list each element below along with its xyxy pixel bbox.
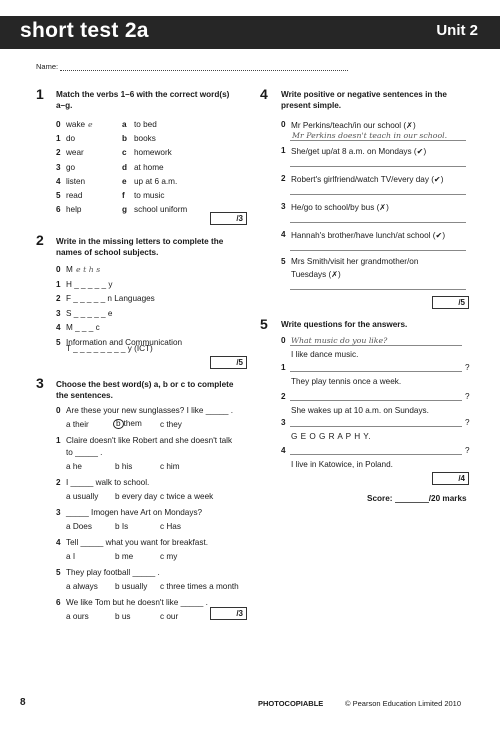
q3-item-number: 6 xyxy=(56,598,61,607)
q1-right-letter: g xyxy=(122,205,128,215)
q1-number: 1 xyxy=(36,86,44,102)
q4-item-number: 4 xyxy=(281,230,286,239)
q3-title xyxy=(56,380,233,401)
q2-item-number: 3 xyxy=(56,308,61,318)
q5-question-line[interactable] xyxy=(290,371,462,372)
q1-left-number: 5 xyxy=(56,191,61,200)
q5-answer-text: G E O G R A P H Y. xyxy=(291,432,371,441)
q5-answer-text: They play tennis once a week. xyxy=(291,377,402,386)
q1-right-word: up at 6 a.m. xyxy=(134,176,178,186)
q4-number: 4 xyxy=(260,86,268,102)
q4-answer-line[interactable] xyxy=(290,166,466,167)
q2-item5-line2: T _ _ _ _ _ _ _ _ y (ICT) xyxy=(66,344,153,353)
q3-item-question: Tell _____ what you want for breakfast. xyxy=(66,538,208,547)
q2-item-text[interactable]: F _ _ _ _ _ n Languages xyxy=(66,294,155,303)
unit-label: Unit 2 xyxy=(436,22,478,39)
q2-item-number: 2 xyxy=(56,294,61,303)
q4-score-box[interactable]: /5 xyxy=(432,296,469,309)
q2-title xyxy=(56,237,223,258)
q4-item-prompt: He/go to school/by bus (✗) xyxy=(291,203,389,212)
q2-item-text[interactable]: S _ _ _ _ _ e xyxy=(66,308,113,318)
q1-right-word: homework xyxy=(134,148,172,158)
q4-item-number: 2 xyxy=(281,174,286,183)
q4-item-prompt: She/get up/at 8 a.m. on Mondays (✔) xyxy=(291,147,427,156)
q4-item-prompt: Hannah's brother/have lunch/at school (✔) xyxy=(291,231,446,240)
q4-item-number: 1 xyxy=(281,146,286,155)
q1-right-letter: b xyxy=(122,134,128,144)
q1-title xyxy=(56,90,229,111)
q3-item-question: _____ Imogen have Art on Mondays? xyxy=(66,508,203,517)
q1-left-number: 2 xyxy=(56,148,61,158)
q4-item-number: 3 xyxy=(281,202,286,211)
q1-left-verb: help xyxy=(66,205,82,215)
q5-question-line[interactable] xyxy=(290,400,462,401)
q1-left-verb: wear xyxy=(66,148,84,158)
q5-question-mark: ? xyxy=(465,446,470,455)
q3-option-b[interactable]: b Is xyxy=(115,521,129,531)
q5-question-mark: ? xyxy=(465,363,470,372)
q1-left-number: 3 xyxy=(56,162,61,172)
q3-option-b[interactable] xyxy=(113,419,142,429)
q5-item-number: 3 xyxy=(281,418,286,427)
q1-right-word: to bed xyxy=(134,120,157,129)
q3-item-question: We like Tom but he doesn't like _____ . xyxy=(66,598,208,607)
q3-option-b[interactable]: b every day xyxy=(115,491,158,501)
q4-answer-line[interactable] xyxy=(290,140,466,141)
q4-title-line2: present simple. xyxy=(281,100,342,110)
q2-title-line2: names of school subjects. xyxy=(56,247,159,257)
q3-option-a[interactable]: a Does xyxy=(66,521,92,531)
q2-number: 2 xyxy=(36,232,44,248)
q3-option-c[interactable]: c they xyxy=(160,419,182,429)
q3-option-a[interactable]: a always xyxy=(66,581,98,591)
q4-example-answer: Mr Perkins doesn't teach in our school. xyxy=(292,131,448,140)
q3-option-c[interactable]: c my xyxy=(160,551,178,561)
q3-option-a[interactable]: a I xyxy=(66,551,76,561)
q3-circled-answer[interactable]: b xyxy=(113,419,124,429)
name-label: Name: xyxy=(36,62,59,71)
total-score-label: Score: xyxy=(367,494,393,503)
q3-option-c[interactable]: c him xyxy=(160,461,180,471)
q3-option-a[interactable]: a he xyxy=(66,461,82,471)
q5-question-line[interactable] xyxy=(290,345,462,346)
q1-score-box[interactable]: /3 xyxy=(210,212,247,225)
q3-score-box[interactable]: /3 xyxy=(210,607,247,620)
q1-left-number: 0 xyxy=(56,120,61,129)
q3-option-a[interactable]: a their xyxy=(66,419,89,429)
q3-option-a[interactable]: a ours xyxy=(66,611,89,621)
photocopiable-label: PHOTOCOPIABLE xyxy=(258,699,324,708)
q1-right-letter: f xyxy=(122,191,125,200)
q1-right-letter: c xyxy=(122,148,127,158)
q1-right-word: at home xyxy=(134,162,164,172)
q1-title-line1: Match the verbs 1–6 with the correct word(s) xyxy=(56,90,230,99)
q1-title-line2: a–g. xyxy=(56,100,73,110)
q3-option-b[interactable]: b his xyxy=(115,461,133,471)
q3-option-c[interactable]: c our xyxy=(160,611,179,621)
q5-number: 5 xyxy=(260,316,268,332)
q4-answer-line[interactable] xyxy=(290,194,466,195)
q3-item-number: 4 xyxy=(56,538,61,547)
q4-title-line1: Write positive or negative sentences in the xyxy=(281,90,447,99)
q3-item-number: 1 xyxy=(56,436,61,445)
page-number: 8 xyxy=(20,697,26,708)
q4-item-number: 5 xyxy=(281,257,286,266)
q3-option-c[interactable]: c twice a week xyxy=(160,491,214,501)
q5-question-mark: ? xyxy=(465,418,470,427)
q2-item-number: 5 xyxy=(56,337,61,347)
q4-item-prompt-cont: Tuesdays (✗) xyxy=(291,270,341,279)
q3-option-b[interactable]: b me xyxy=(115,551,134,561)
q1-left-verb: listen xyxy=(66,176,86,186)
q3-option-a[interactable]: a usually xyxy=(66,491,99,501)
q3-item-question: Claire doesn't like Robert and she doesn't talk xyxy=(66,436,233,445)
q3-item-question: Are these your new sunglasses? I like _____ . xyxy=(66,406,234,415)
test-title: short test 2a xyxy=(20,19,149,42)
q3-item-number: 5 xyxy=(56,568,61,577)
q1-left-verb: wake xyxy=(66,120,86,129)
q2-title-line1: Write in the missing letters to complete the xyxy=(56,237,224,246)
q3-option-c[interactable]: c Has xyxy=(160,521,181,531)
copyright-text: © Pearson Education Limited 2010 xyxy=(345,699,462,708)
q4-answer-line[interactable] xyxy=(290,222,466,223)
q3-option-b[interactable]: b usually xyxy=(115,581,148,591)
q1-right-word: books xyxy=(134,134,156,144)
q2-item-text[interactable]: H _ _ _ _ _ y xyxy=(66,279,113,289)
q4-item-prompt: Robert's girlfriend/watch TV/every day (✔) xyxy=(291,175,444,184)
total-score-blank[interactable] xyxy=(395,495,429,503)
q1-right-letter: e xyxy=(122,176,127,186)
q5-item-number: 1 xyxy=(281,363,286,372)
name-line[interactable] xyxy=(60,63,348,71)
q3-option-c[interactable]: c three times a month xyxy=(160,581,239,591)
q2-item-number: 1 xyxy=(56,279,61,289)
q3-number: 3 xyxy=(36,375,44,391)
q2-item-text[interactable]: M xyxy=(66,265,73,274)
q5-answer-text: I live in Katowice, in Poland. xyxy=(291,460,393,469)
q1-left-verb: read xyxy=(66,191,83,200)
q3-title-line1: Choose the best word(s) a, b or c to complete xyxy=(56,380,234,389)
q2-example-answer: e t h s xyxy=(76,265,101,274)
q5-item-number: 0 xyxy=(281,336,286,345)
q5-title: Write questions for the answers. xyxy=(281,320,408,329)
q4-title xyxy=(281,90,447,111)
q2-score-box[interactable]: /5 xyxy=(210,356,247,369)
name-field[interactable] xyxy=(36,62,348,71)
q4-item-prompt: Mrs Smith/visit her grandmother/on xyxy=(291,257,419,266)
q5-answer-text: I like dance music. xyxy=(291,350,359,359)
q4-answer-line[interactable] xyxy=(290,289,466,290)
q1-example-answer: e xyxy=(88,120,93,129)
q3-option-b[interactable]: b us xyxy=(115,611,131,621)
q1-left-number: 4 xyxy=(56,176,61,186)
q1-right-word: to music xyxy=(134,191,165,200)
q4-item-prompt: Mr Perkins/teach/in our school (✗) xyxy=(291,121,416,130)
q2-item-number: 4 xyxy=(56,323,61,332)
total-score-value: /20 marks xyxy=(428,494,467,503)
q5-question-line[interactable] xyxy=(290,426,462,427)
q3-item-number: 3 xyxy=(56,508,61,517)
q5-example-question: What music do you like? xyxy=(291,336,388,345)
header-banner xyxy=(0,16,500,49)
q1-right-letter: d xyxy=(122,162,128,172)
q2-item-text[interactable]: M _ _ _ c xyxy=(66,323,100,332)
q1-right-word: school uniform xyxy=(134,205,188,215)
q1-left-number: 6 xyxy=(56,205,61,215)
q5-question-line[interactable] xyxy=(290,454,462,455)
q5-item-number: 2 xyxy=(281,392,286,401)
q1-right-letter: a xyxy=(122,120,127,129)
q3-item-number: 2 xyxy=(56,478,61,487)
q2-item-number: 0 xyxy=(56,265,61,274)
q3-item-number: 0 xyxy=(56,406,61,415)
q3-item-question: I _____ walk to school. xyxy=(66,478,150,487)
q3-option-b-word: them xyxy=(123,418,142,428)
q5-question-mark: ? xyxy=(465,392,470,401)
q1-left-verb: do xyxy=(66,134,76,144)
q3-item-question-cont: to _____ . xyxy=(66,448,103,457)
q1-left-verb: go xyxy=(66,162,76,172)
q4-answer-line[interactable] xyxy=(290,250,466,251)
q1-left-number: 1 xyxy=(56,134,61,144)
q4-item-number: 0 xyxy=(281,120,286,129)
q5-score-box[interactable]: /4 xyxy=(432,472,469,485)
q5-answer-text: She wakes up at 10 a.m. on Sundays. xyxy=(291,406,429,415)
q2-item-text[interactable]: Information and Communication xyxy=(66,337,183,347)
q3-title-line2: the sentences. xyxy=(56,390,113,400)
q5-item-number: 4 xyxy=(281,446,286,455)
q3-item-question: They play football _____ . xyxy=(66,568,160,577)
total-score xyxy=(367,494,467,503)
